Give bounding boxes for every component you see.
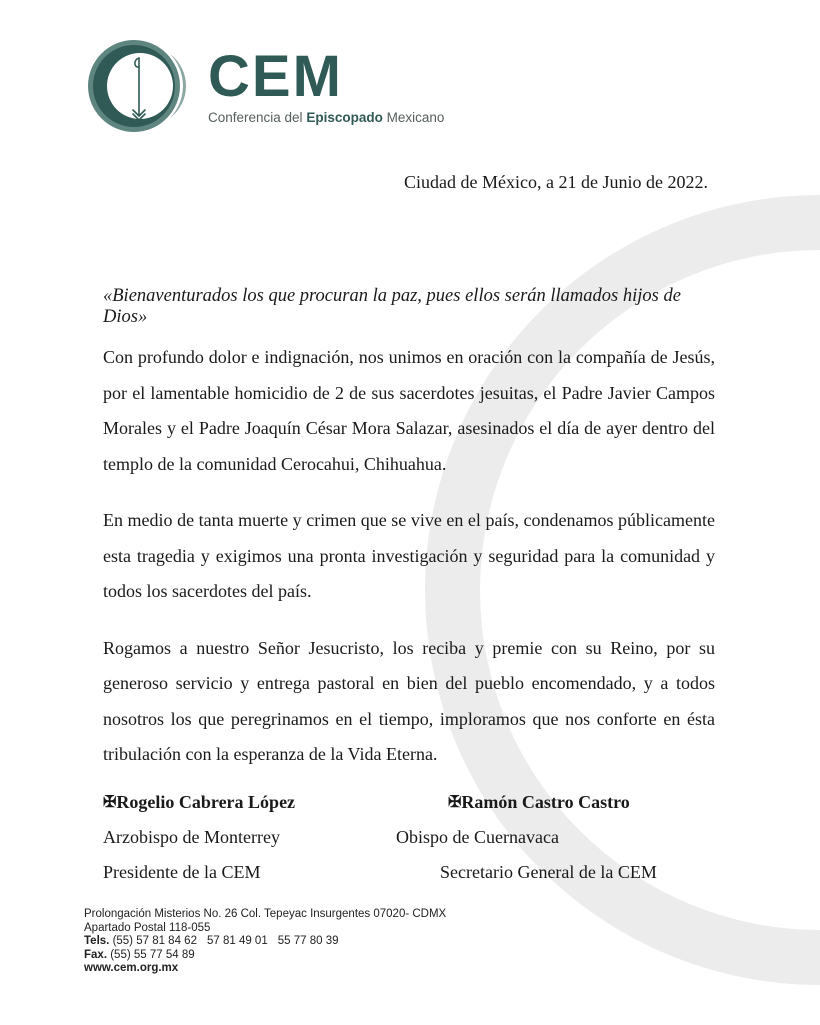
paragraph: Con profundo dolor e indignación, nos unimos en oración con la compañía de Jesús, por el lamentable homicidio de 2 de sus sacerdotes jesuitas, el Padre Javier Campos Morales y el Padre Joaquín César Mora Salazar, asesinados el día de ayer dentro del templo de la comunidad Cerocahui, Chihuahua. [103, 347, 715, 474]
letter-body [103, 340, 715, 794]
fax-label: Fax. [84, 948, 108, 961]
footer-po-box: Apartado Postal 118-055 [84, 921, 211, 934]
signatory-title: Secretario General de la CEM [440, 862, 657, 882]
date-line: Ciudad de México, a 21 de Junio de 2022. [404, 172, 708, 192]
signature-left [103, 785, 295, 890]
signatory-name-text: Rogelio Cabrera López [116, 792, 296, 812]
phone-number: 57 81 49 01 [206, 935, 268, 947]
cem-logo-icon [82, 36, 192, 136]
brand-block [208, 44, 445, 125]
footer-tels [84, 935, 446, 949]
footer-fax [84, 949, 446, 963]
brand-name: CEM [208, 44, 343, 109]
cross-icon: ✠ [448, 794, 462, 811]
signatory-name-text: Ramón Castro Castro [461, 792, 630, 812]
signatory-name [448, 785, 630, 820]
tels-label: Tels. [84, 935, 110, 947]
footer-contact [84, 908, 446, 976]
signatory-title: Presidente de la CEM [103, 862, 261, 882]
brand-subtitle-pre: Conferencia del [208, 110, 307, 125]
fax-number: (55) 55 77 54 89 [110, 948, 195, 961]
phone-number: (55) 57 81 84 62 [112, 935, 197, 947]
footer-website[interactable] [84, 962, 446, 976]
cross-icon: ✠ [103, 794, 117, 811]
signatory-name [103, 785, 295, 820]
signatory-title: Obispo de Cuernavaca [396, 827, 559, 847]
signatory-title: Arzobispo de Monterrey [103, 827, 280, 847]
brand-subtitle-post: Mexicano [382, 110, 445, 125]
beatitude-quote: «Bienaventurados los que procuran la paz, pues ellos serán llamados hijos de Dios» [103, 286, 681, 327]
phone-number: 55 77 80 39 [277, 935, 339, 947]
brand-subtitle [208, 110, 444, 125]
brand-subtitle-bold: Episcopado [306, 110, 383, 125]
paragraph: Rogamos a nuestro Señor Jesucristo, los reciba y premie con su Reino, por su generoso servicio y entrega pastoral en bien del pueblo encomendado, y a todos nosotros los que peregrinamos en el tiempo, imploramos que nos conforte en ésta tribulación con la esperanza de la Vida Eterna. [103, 637, 715, 764]
paragraph: En medio de tanta muerte y crimen que se vive en el país, condenamos públicamente esta tragedia y exigimos una pronta investigación y seguridad para la comunidad y todos los sacerdotes del país. [103, 510, 715, 601]
footer-address: Prolongación Misterios No. 26 Col. Tepeyac Insurgentes 07020- CDMX [84, 908, 447, 920]
website-link[interactable]: www.cem.org.mx [84, 962, 179, 974]
